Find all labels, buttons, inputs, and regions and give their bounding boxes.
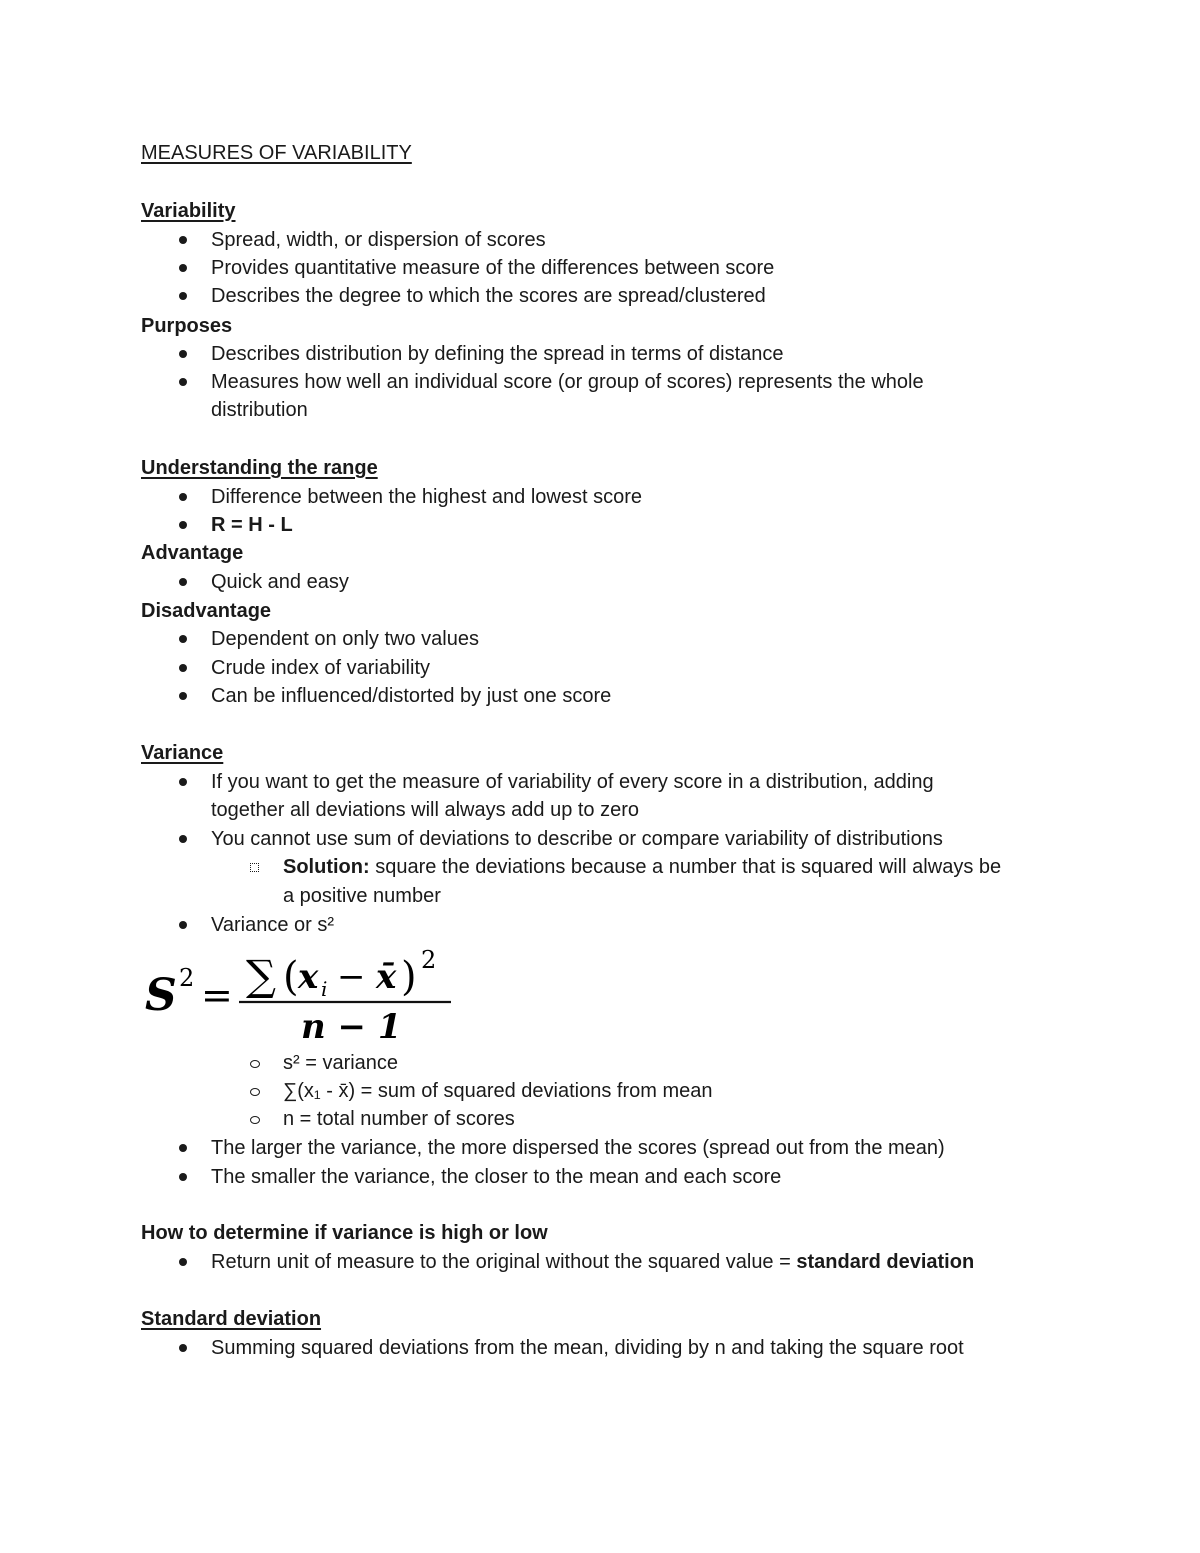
square-bullet-icon (250, 863, 259, 872)
formula-lhs-exponent: 2 (179, 964, 195, 992)
circle-bullet-icon (250, 1088, 260, 1096)
bullet-icon (179, 1173, 187, 1181)
formula-minus: − (337, 957, 366, 997)
range-formula: R = H - L (211, 514, 293, 536)
bullet-icon (179, 921, 187, 929)
formula-close-paren: ) (401, 954, 417, 1000)
legend-item: n = total number of scores (283, 1108, 515, 1130)
bullet-icon (179, 664, 187, 672)
list-item: The larger the variance, the more dispersed the scores (spread out from the mean) (211, 1137, 945, 1159)
document-title: MEASURES OF VARIABILITY (141, 142, 412, 164)
disadvantage-heading: Disadvantage (141, 600, 272, 622)
formula-subscript-i: i (321, 977, 328, 1001)
formula-open-paren: ( (283, 954, 299, 1000)
list-item: Describes distribution by defining the spread in terms of distance (211, 343, 784, 365)
list-item: Variance or s² (211, 914, 335, 936)
high-low-bold-term: standard deviation (796, 1251, 975, 1273)
legend-item: ∑(x₁ - x̄) = sum of squared deviations from mean (283, 1080, 713, 1102)
bullet-icon (179, 264, 187, 272)
formula-x: x (298, 957, 319, 997)
list-item-continuation: together all deviations will always add up to zero (211, 799, 640, 821)
range-heading: Understanding the range (141, 457, 378, 479)
list-item: Crude index of variability (211, 657, 430, 679)
bullet-icon (179, 835, 187, 843)
list-item: The smaller the variance, the closer to the mean and each score (211, 1166, 782, 1188)
bullet-icon (179, 635, 187, 643)
list-item: Describes the degree to which the scores are spread/clustered (211, 285, 766, 307)
purposes-heading: Purposes (141, 315, 233, 337)
bullet-icon (179, 1258, 187, 1266)
list-item: Measures how well an individual score (or group of scores) represents the whole (211, 371, 924, 393)
high-low-text: Return unit of measure to the original without the squared value = (211, 1251, 797, 1273)
formula-xbar: x̄ (376, 957, 397, 997)
bullet-icon (179, 378, 187, 386)
bullet-icon (179, 692, 187, 700)
solution-label: Solution: (283, 856, 370, 878)
bullet-icon (179, 1344, 187, 1352)
list-item: Provides quantitative measure of the differences between score (211, 257, 775, 279)
formula-equals: = (201, 973, 233, 1017)
bullet-icon (179, 292, 187, 300)
variance-formula (141, 940, 461, 1045)
variance-heading: Variance (141, 742, 224, 764)
formula-sum-symbol: ∑ (246, 951, 276, 1000)
list-item: If you want to get the measure of variability of every score in a distribution, adding (211, 771, 934, 793)
list-item: Difference between the highest and lowest score (211, 486, 643, 508)
solution-item (283, 855, 1001, 879)
bullet-icon (179, 350, 187, 358)
bullet-icon (179, 1144, 187, 1152)
circle-bullet-icon (250, 1060, 260, 1068)
formula-lhs: S (145, 970, 177, 1021)
bullet-icon (179, 493, 187, 501)
std-heading: Standard deviation (141, 1308, 322, 1330)
circle-bullet-icon (250, 1116, 260, 1124)
solution-text: square the deviations because a number that is squared will always be (369, 856, 1002, 878)
formula-denominator: n − 1 (301, 1007, 402, 1045)
variability-heading: Variability (141, 200, 236, 222)
list-item: Can be influenced/distorted by just one score (211, 685, 612, 707)
list-item: Dependent on only two values (211, 628, 479, 650)
solution-continuation: a positive number (283, 885, 441, 907)
list-item-continuation: distribution (211, 399, 308, 421)
high-low-heading: How to determine if variance is high or low (141, 1222, 548, 1244)
list-item: Spread, width, or dispersion of scores (211, 229, 546, 251)
list-item (211, 1250, 974, 1274)
bullet-icon (179, 778, 187, 786)
advantage-heading: Advantage (141, 542, 244, 564)
list-item: Summing squared deviations from the mean, dividing by n and taking the square root (211, 1337, 964, 1359)
bullet-icon (179, 236, 187, 244)
bullet-icon (179, 521, 187, 529)
list-item: Quick and easy (211, 571, 349, 593)
list-item: You cannot use sum of deviations to describe or compare variability of distributions (211, 828, 943, 850)
legend-item: s² = variance (283, 1052, 399, 1074)
bullet-icon (179, 578, 187, 586)
formula-square-exponent: 2 (421, 946, 437, 974)
